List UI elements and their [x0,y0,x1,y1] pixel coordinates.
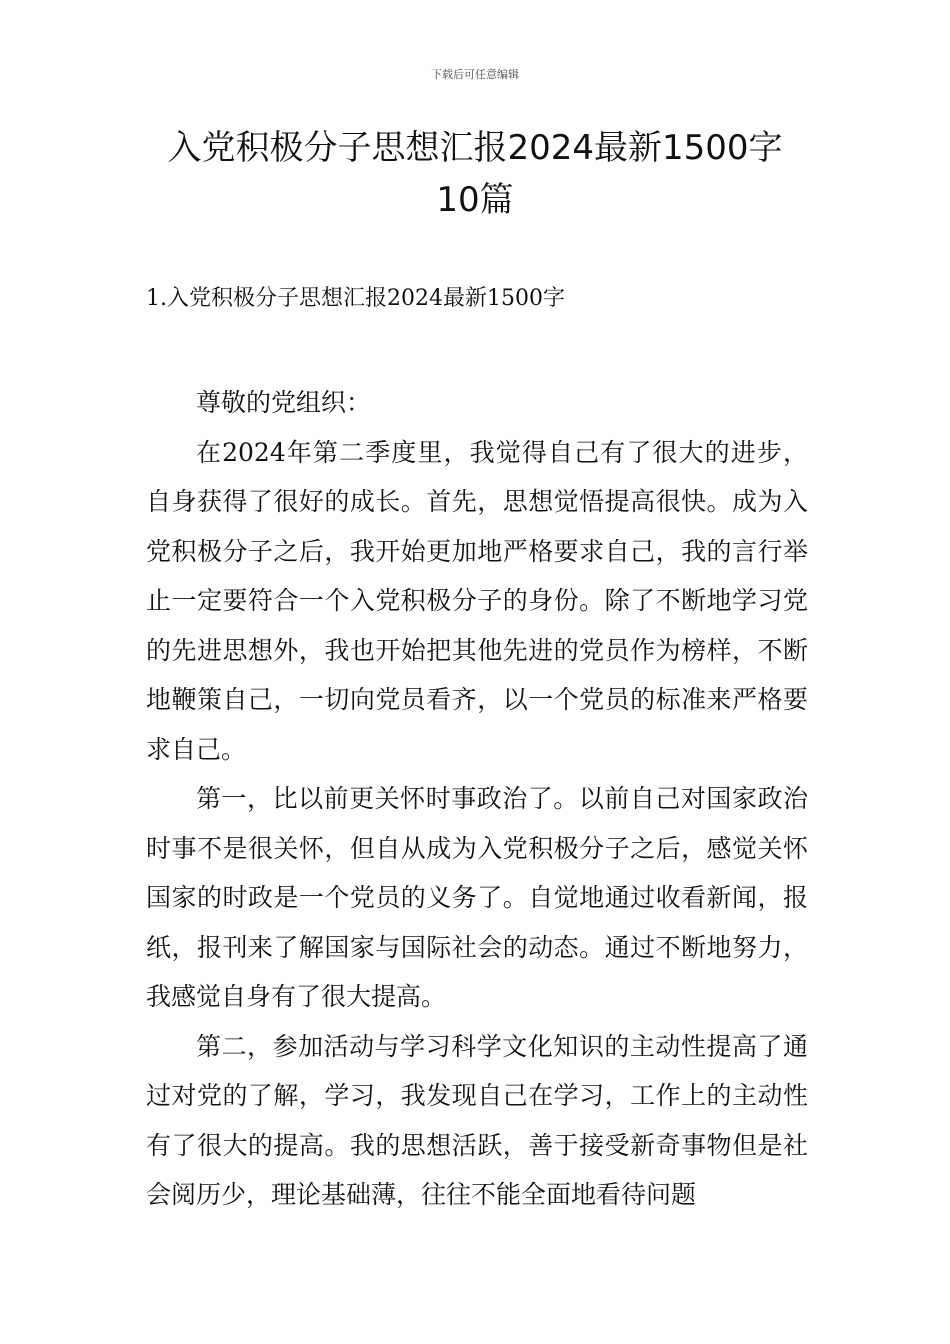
document-body [146,378,808,1220]
document-title-line-1: 入党积极分子思想汇报2024最新1500字 [167,128,783,168]
body-paragraph: 在2024年第二季度里，我觉得自己有了很大的进步，自身获得了很好的成长。首先，思想觉悟提高很快。成为入党积极分子之后，我开始更加地严格要求自己，我的言行举止一定要符合一个入党积极分子的身份。除了不断地学习党的先进思想外，我也开始把其他先进的党员作为榜样，不断地鞭策自己，一切向党员看齐，以一个党员的标准来严格要求自己。 [146,437,808,764]
header-note: 下载后可任意编辑 [431,68,519,81]
section-heading: 1.入党积极分子思想汇报2024最新1500字 [146,286,565,311]
document-title-line-2: 10篇 [436,180,514,220]
salutation: 尊敬的党组织： [196,388,372,417]
body-paragraph: 第二，参加活动与学习科学文化知识的主动性提高了通过对党的了解，学习，我发现自己在学习，工作上的主动性有了很大的提高。我的思想活跃，善于接受新奇事物但是社会阅历少，理论基础薄，往往不能全面地看待问题 [146,1031,808,1209]
body-paragraph: 第一，比以前更关怀时事政治了。以前自己对国家政治时事不是很关怀，但自从成为入党积极分子之后，感觉关怀国家的时政是一个党员的义务了。自觉地通过收看新闻，报纸，报刊来了解国家与国际社会的动态。通过不断地努力，我感觉自身有了很大提高。 [146,784,808,1011]
document-title [150,122,800,226]
